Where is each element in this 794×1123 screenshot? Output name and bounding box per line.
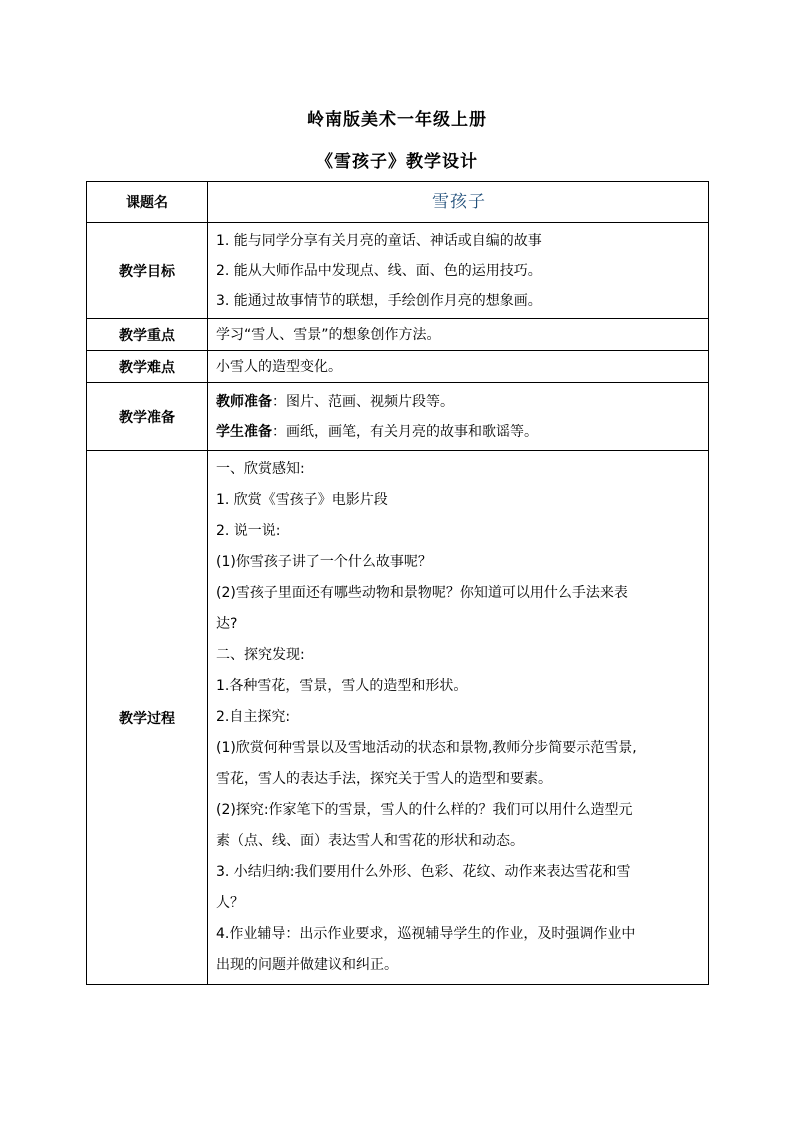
topic-label: 课题名 — [87, 182, 208, 223]
difficulties-text: 小雪人的造型变化。 — [216, 358, 342, 375]
objective-item: 2. 能从大师作品中发现点、线、面、色的运用技巧。 — [216, 262, 542, 279]
student-preparation-label: 学生准备 — [216, 423, 272, 440]
difficulties-label: 教学难点 — [87, 351, 208, 383]
objectives-cell — [208, 223, 709, 319]
topic-cell — [208, 182, 709, 223]
process-label: 教学过程 — [87, 451, 208, 985]
process-line: 二、探究发现: — [216, 647, 305, 663]
document-title: 岭南版美术一年级上册 — [307, 110, 487, 130]
process-line: 2. 说一说: — [216, 523, 281, 539]
process-line: 出现的问题并做建议和纠正。 — [216, 957, 398, 973]
student-preparation — [216, 417, 702, 447]
process-line: (2)探究:作家笔下的雪景，雪人的什么样的？我们可以用什么造型元 — [216, 802, 633, 818]
process-line: (2)雪孩子里面还有哪些动物和景物呢？你知道可以用什么手法来表 — [216, 585, 628, 601]
teacher-preparation-text: ：图片、范画、视频片段等。 — [272, 393, 454, 410]
process-line: 3. 小结归纳:我们要用什么外形、色彩、花纹、动作来表达雪花和雪 — [216, 864, 631, 880]
preparation-cell — [208, 383, 709, 451]
difficulties-cell — [208, 351, 709, 383]
process-line: 素（点、线、面）表达雪人和雪花的形状和动态。 — [216, 833, 524, 849]
document-subtitle: 《雪孩子》教学设计 — [316, 152, 478, 172]
process-row — [87, 451, 709, 985]
process-line: (1)欣赏何种雪景以及雪地活动的状态和景物,教师分步简要示范雪景, — [216, 740, 637, 756]
objectives-label: 教学目标 — [87, 223, 208, 319]
key-points-cell — [208, 319, 709, 351]
process-line: (1)你雪孩子讲了一个什么故事呢？ — [216, 554, 432, 570]
process-line: 1. 欣赏《雪孩子》电影片段 — [216, 492, 388, 508]
topic-value: 雪孩子 — [432, 192, 486, 212]
key-points-row — [87, 319, 709, 351]
teacher-preparation-label: 教师准备 — [216, 393, 272, 410]
objective-item: 3. 能通过故事情节的联想，手绘创作月亮的想象画。 — [216, 292, 542, 309]
process-line: 4.作业辅导：出示作业要求，巡视辅导学生的作业，及时强调作业中 — [216, 926, 636, 942]
topic-row — [87, 182, 709, 223]
process-line: 雪花，雪人的表达手法，探究关于雪人的造型和要素。 — [216, 771, 552, 787]
key-points-label: 教学重点 — [87, 319, 208, 351]
preparation-row — [87, 383, 709, 451]
process-line: 1.各种雪花，雪景，雪人的造型和形状。 — [216, 678, 468, 694]
key-points-text: 学习“雪人、雪景”的想象创作方法。 — [216, 326, 441, 343]
difficulties-row — [87, 351, 709, 383]
lesson-plan-table — [86, 181, 709, 985]
student-preparation-text: ：画纸，画笔，有关月亮的故事和歌谣等。 — [272, 423, 538, 440]
objectives-row — [87, 223, 709, 319]
process-line: 2.自主探究: — [216, 709, 291, 725]
process-line: 一、欣赏感知: — [216, 461, 305, 477]
process-cell — [208, 451, 709, 985]
teacher-preparation — [216, 387, 702, 417]
process-line: 人？ — [216, 895, 244, 911]
process-line: 达? — [216, 616, 238, 632]
objective-item: 1. 能与同学分享有关月亮的童话、神话或自编的故事 — [216, 232, 542, 249]
preparation-label: 教学准备 — [87, 383, 208, 451]
